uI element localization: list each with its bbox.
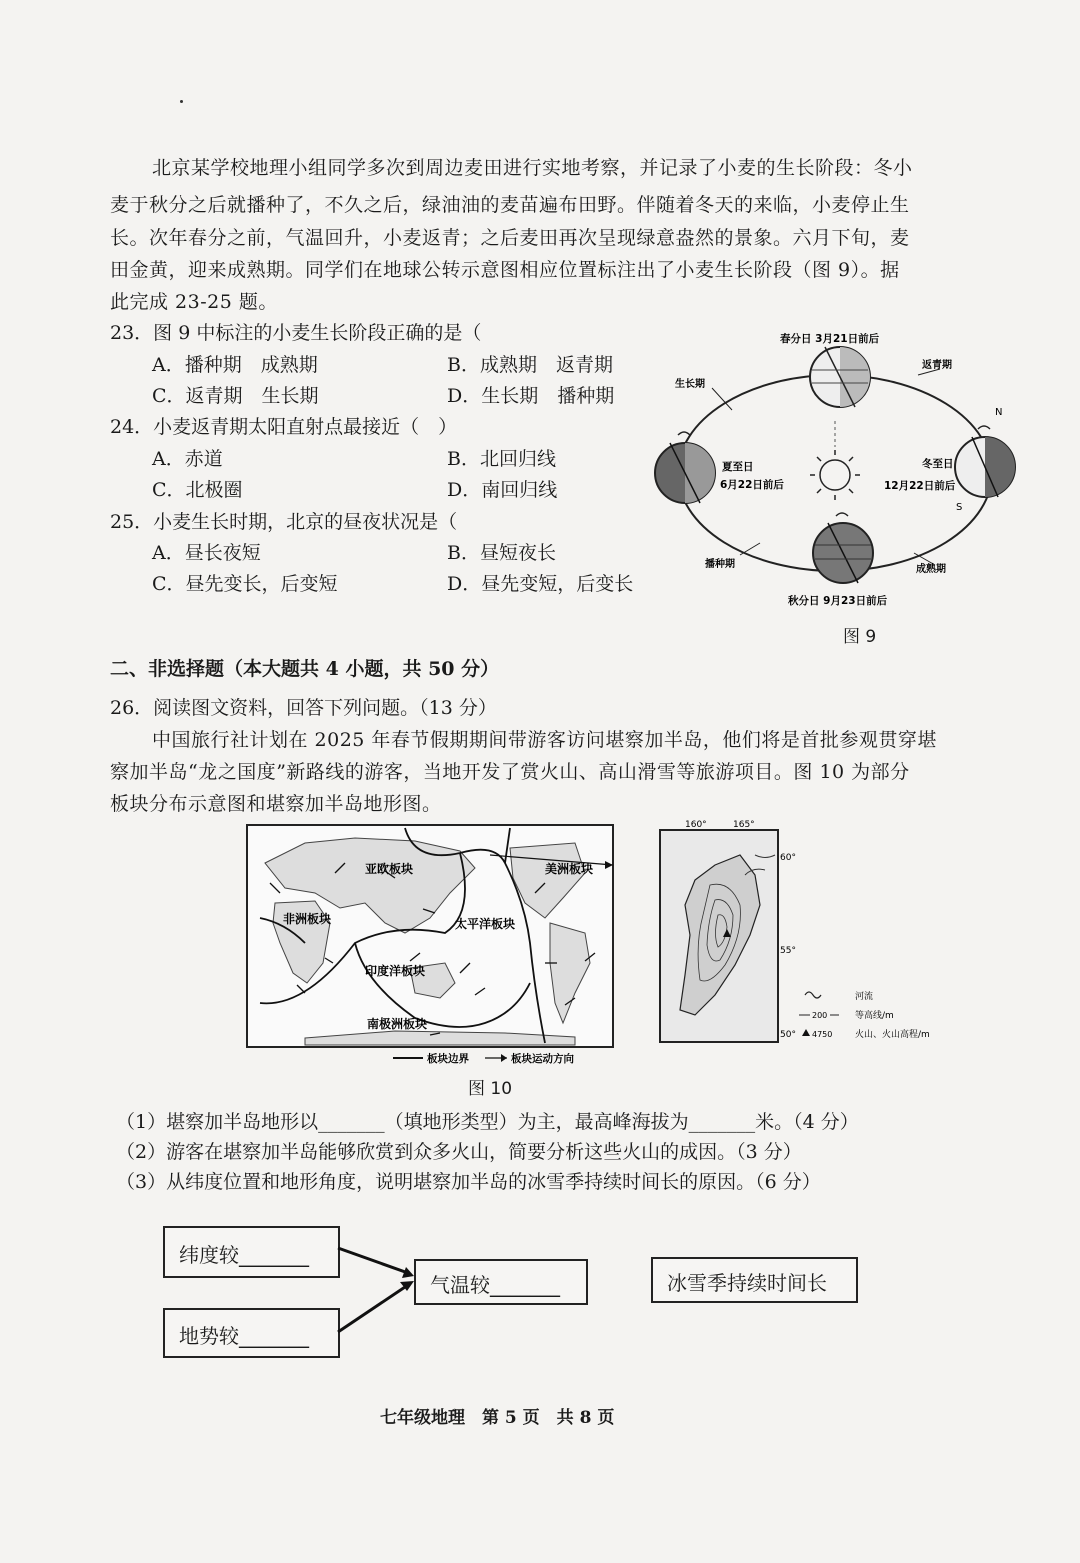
- stage-box-mature: [914, 553, 946, 575]
- figure-9-orbit-diagram: [650, 325, 1020, 645]
- label-winter-2: 12月22日前后: [884, 480, 956, 492]
- stray-mark: [180, 100, 183, 103]
- plate-label-eurasian: 亚欧板块: [365, 862, 414, 876]
- svg-text:河流: 河流: [855, 992, 874, 1002]
- topo-legend: [799, 990, 930, 1040]
- sun-icon: [810, 450, 860, 500]
- lat-label-55: 55°: [780, 946, 796, 956]
- intro-line: 田金黄，迎来成熟期。同学们在地球公转示意图相应位置标注出了小麦生长阶段（图 9）。据: [110, 259, 900, 281]
- option-b: B．昼短夜长: [447, 542, 556, 564]
- earth-summer-icon: [655, 432, 715, 503]
- subquestion-2: （2）游客在堪察加半岛能够欣赏到众多火山，简要分析这些火山的成因。（3 分）: [116, 1141, 802, 1163]
- option-d: D．昼先变短，后变长: [447, 573, 634, 595]
- q26-paragraph-line: 板块分布示意图和堪察加半岛地形图。: [110, 793, 442, 815]
- intro-line: 长。次年春分之前，气温回升，小麦返青；之后麦田再次呈现绿意盎然的景象。六月下旬，麦: [110, 227, 910, 249]
- plate-label-antarctic: 南极洲板块: [367, 1017, 428, 1031]
- option-a: A．播种期 成熟期: [152, 354, 318, 376]
- subquestion-1: （1）堪察加半岛地形以_______（填地形类型）为主，最高峰海拔为_______米。（4 分）: [116, 1111, 859, 1133]
- label-s: S: [956, 502, 963, 513]
- svg-text:4750: 4750: [812, 1030, 833, 1039]
- lon-label-165: 165°: [733, 820, 755, 830]
- flow-box-terrain: [163, 1308, 340, 1358]
- stage-box-regreen: [918, 358, 952, 375]
- flow-box-result: [651, 1257, 858, 1303]
- question-stem: 23．图 9 中标注的小麦生长阶段正确的是（: [110, 322, 482, 344]
- label-n: N: [995, 407, 1003, 418]
- lon-label-160: 160°: [685, 820, 707, 830]
- svg-text:返青期: 返青期: [922, 360, 952, 371]
- q26-paragraph-line: 中国旅行社计划在 2025 年春节假期期间带游客访问堪察加半岛，他们将是首批参观贯穿堪: [152, 729, 937, 751]
- label-summer-2: 6月22日前后: [720, 479, 784, 491]
- option-c: C．北极圈: [152, 479, 243, 501]
- svg-text:成熟期: 成熟期: [916, 564, 946, 575]
- q26-paragraph-line: 察加半岛“龙之国度”新路线的游客，当地开发了赏火山、高山滑雪等旅游项目。图 10 为部分: [110, 761, 910, 783]
- label-winter-1: 冬至日: [922, 458, 954, 470]
- svg-text:200: 200: [812, 1011, 828, 1020]
- label-summer-1: 夏至日: [722, 461, 754, 473]
- option-c: C．昼先变长，后变短: [152, 573, 338, 595]
- page-footer: 七年级地理 第 5 页 共 8 页: [380, 1408, 615, 1428]
- svg-text:板块运动方向: 板块运动方向: [511, 1053, 574, 1065]
- figure-10-caption: 图 10: [468, 1079, 513, 1099]
- plate-legend: [393, 1052, 574, 1065]
- flow-box-temperature: [414, 1259, 588, 1305]
- plate-label-american: 美洲板块: [545, 862, 594, 876]
- svg-text:火山、火山高程/m: 火山、火山高程/m: [855, 1030, 930, 1040]
- flow-terrain-text: 地势较_______: [179, 1324, 309, 1348]
- question-stem: 25．小麦生长时期，北京的昼夜状况是（: [110, 511, 458, 533]
- figure-9-caption: 图 9: [843, 627, 877, 647]
- option-a: A．赤道: [152, 448, 223, 470]
- question-stem: 24．小麦返青期太阳直射点最接近（ ）: [110, 416, 458, 438]
- lat-label-60: 60°: [780, 853, 796, 863]
- plate-label-indian: 印度洋板块: [365, 964, 426, 978]
- question-26-stem: 26．阅读图文资料，回答下列问题。（13 分）: [110, 697, 497, 719]
- intro-line: 此完成 23-25 题。: [110, 291, 278, 313]
- option-d: D．南回归线: [447, 479, 558, 501]
- intro-line: 北京某学校地理小组同学多次到周边麦田进行实地考察，并记录了小麦的生长阶段：冬小: [152, 157, 913, 179]
- subquestion-3: （3）从纬度位置和地形角度，说明堪察加半岛的冰雪季持续时间长的原因。（6 分）: [116, 1171, 821, 1193]
- plate-label-african: 非洲板块: [283, 912, 332, 926]
- option-b: B．北回归线: [447, 448, 556, 470]
- section-2-title: 二、非选择题（本大题共 4 小题，共 50 分）: [110, 658, 500, 680]
- option-d: D．生长期 播种期: [447, 385, 615, 407]
- svg-text:播种期: 播种期: [705, 559, 735, 570]
- flow-box-latitude: [163, 1226, 340, 1278]
- intro-line: 麦于秋分之后就播种了，不久之后，绿油油的麦苗遍布田野。伴随着冬天的来临，小麦停止生: [110, 194, 910, 216]
- option-c: C．返青期 生长期: [152, 385, 319, 407]
- plate-label-pacific: 太平洋板块: [455, 917, 516, 931]
- flow-latitude-text: 纬度较_______: [179, 1243, 309, 1267]
- svg-text:板块边界: 板块边界: [427, 1053, 469, 1065]
- option-b: B．成熟期 返青期: [447, 354, 613, 376]
- figure-10-plate-map: [245, 823, 617, 1068]
- earth-winter-icon: [955, 426, 1015, 497]
- label-autumn: 秋分日 9月23日前后: [788, 595, 888, 607]
- earth-autumn-icon: [813, 513, 873, 583]
- option-a: A．昼长夜短: [152, 542, 261, 564]
- flow-arrows: [336, 1240, 418, 1340]
- earth-spring-icon: [810, 347, 870, 407]
- flow-result-text: 冰雪季持续时间长: [667, 1271, 827, 1295]
- svg-text:生长期: 生长期: [675, 379, 705, 390]
- flow-temperature-text: 气温较_______: [430, 1273, 560, 1297]
- label-spring: 春分日 3月21日前后: [780, 333, 880, 345]
- svg-text:等高线/m: 等高线/m: [855, 1011, 894, 1021]
- figure-10-kamchatka-map: [655, 815, 950, 1045]
- lat-label-50: 50°: [780, 1030, 796, 1040]
